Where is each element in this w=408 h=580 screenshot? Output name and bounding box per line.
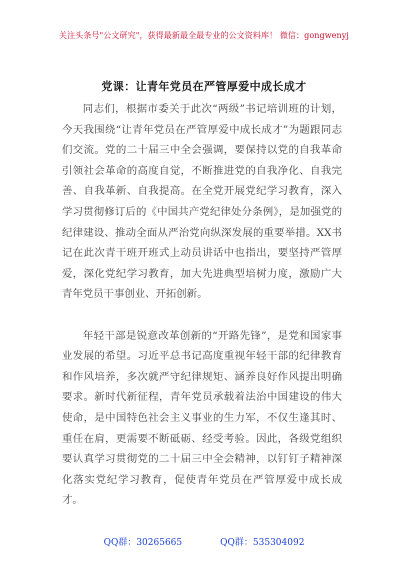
document-title: 党课：让青年党员在严管厚爱中成长成才 — [101, 80, 307, 93]
document-body — [62, 99, 342, 511]
body-paragraph: 同志们，根据市委关于此次“两级”书记培训班的计划，今天我围绕“让青年党员在严管厚爱中成长成才”为题跟同志们交流。党的二十届三中全会强调，要保持以党的自我革命引领社会革命的高度自觉，不断推进党的自我净化、自我完善、自我革新、自我提高。在全党开展党纪学习教育，深入学习贯彻修订后的《中国共产党纪律处分条例》，是加强党的纪律建设、推动全面从严治党向纵深发展的重要举措。XX书记在此次青干班开班式上动员讲话中也指出，要坚持严管厚爱，深化党纪学习教育，加大先进典型培树力度，激励广大青年党员干事创业、开拓创新。 — [62, 103, 342, 301]
footer-qq-groups — [0, 535, 408, 548]
footer-qq-left: QQ群：30265665 — [103, 538, 183, 548]
header-note: 关注头条号"公文研究"，获得最新最全最专业的公文资料库！ 微信：gongwenyj — [59, 31, 349, 40]
body-paragraph: 年轻干部是锐意改革创新的“开路先锋”，是党和国家事业发展的希望。习近平总书记高度重视年轻干部的纪律教育和作风培养，多次就严守纪律规矩、涵养良好作风提出明确要求。新时代新征程，青年党员承载着法治中国建设的伟大使命，是中国特色社会主义事业的生力军，不仅生逢其时、重任在肩，更需要不断砥砺、经受考验。因此，各级党组织要认真学习贯彻党的二十届三中全会精神，以钉钉子精神深化落实党纪学习教育，促使青年党员在严管厚爱中成长成才。 — [62, 329, 342, 507]
footer-qq-right: QQ群：535304092 — [220, 538, 305, 548]
